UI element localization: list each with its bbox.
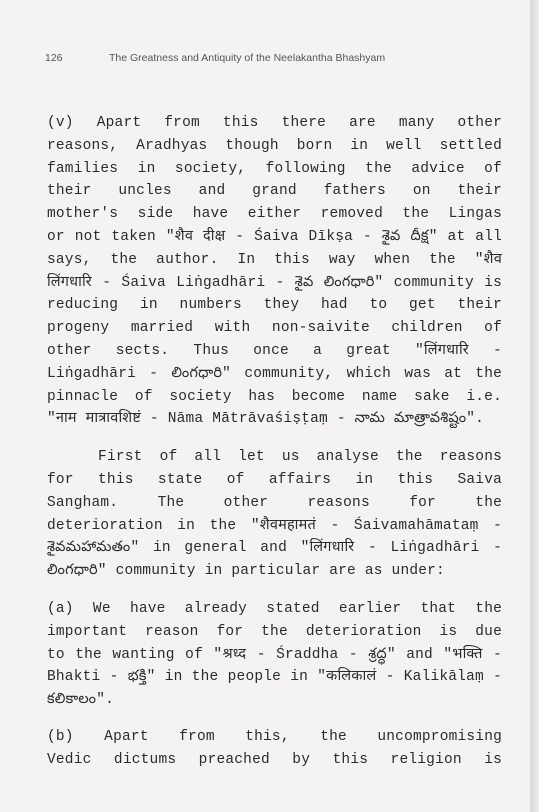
- text-line: for this state of affairs in this Saiva: [47, 471, 502, 488]
- text-line: other sects. Thus once a great "लिंगधारि -: [47, 342, 502, 359]
- text-line: or not taken "शैव दीक्ष - Śaiva Dīkṣa - శైవ దీక్ష" at all: [47, 228, 502, 245]
- paragraph-v: [47, 112, 502, 431]
- text-line: progeny married with non-saivite children of: [47, 320, 502, 337]
- text-line: "नाम मात्रावशिष्टं - Nāma Mātrāvaśiṣṭaṃ - నామ మాత్రావశిష్టం".: [47, 411, 485, 428]
- text-line: families in society, following the advice of: [47, 160, 502, 177]
- text-line: (v) Apart from this there are many other: [47, 115, 502, 131]
- page-number: 126: [45, 52, 63, 64]
- text-line: Sangham. The other reasons for the: [47, 494, 502, 511]
- text-line: reasons, Aradhyas though born in well settled: [47, 137, 502, 154]
- text-line: First of all let us analyse the reasons: [47, 449, 502, 466]
- text-line: लिंगधारि - Śaiva Liṅgadhāri - శైవ లింగధారి" community is: [47, 274, 502, 291]
- text-line: (b) Apart from this, the uncompromising: [47, 728, 502, 745]
- paragraph-gap: [47, 431, 502, 446]
- paragraph-gap: [47, 712, 502, 726]
- text-line: Bhakti - భక్తి" in the people in "कलिकालं - Kalikālaṃ -: [47, 669, 502, 686]
- text-line: deterioration in the "शैवमहामतं - Śaivamahāmataṃ -: [47, 517, 502, 534]
- text-line: their uncles and grand fathers on their: [47, 183, 502, 200]
- text-line: mother's side have either removed the Lingas: [47, 206, 502, 223]
- paragraph-a: [47, 598, 502, 712]
- text-line: says, the author. In this way when the "शैव: [47, 251, 502, 268]
- text-line: కలికాలం".: [47, 692, 115, 709]
- text-line: Vedic dictums preached by this religion is: [47, 751, 502, 768]
- page-edge: [530, 0, 539, 812]
- paragraph-b: [47, 726, 502, 772]
- text-line: లింగధారి" community in particular are as under:: [47, 563, 445, 580]
- text-line: important reason for the deterioration is due: [47, 623, 502, 640]
- paragraph-first-of-all: [47, 446, 502, 583]
- text-line: pinnacle of society has become name sake i.e.: [47, 388, 502, 405]
- text-line: reducing in numbers they had to get their: [47, 297, 502, 314]
- text-line: to the wanting of "श्रध्द - Śraddha - శ్రద్ధ" and "भक्ति -: [47, 646, 502, 663]
- text-line: (a) We have already stated earlier that the: [47, 600, 502, 617]
- page-body: [47, 112, 502, 772]
- text-line: Liṅgadhāri - లింగధారి" community, which was at the: [47, 365, 502, 382]
- running-title: The Greatness and Antiquity of the Neelakantha Bhashyam: [109, 52, 386, 64]
- paragraph-gap: [47, 583, 502, 598]
- text-line: శైవమహామతం" in general and "लिंगधारि - Liṅgadhāri -: [47, 540, 502, 557]
